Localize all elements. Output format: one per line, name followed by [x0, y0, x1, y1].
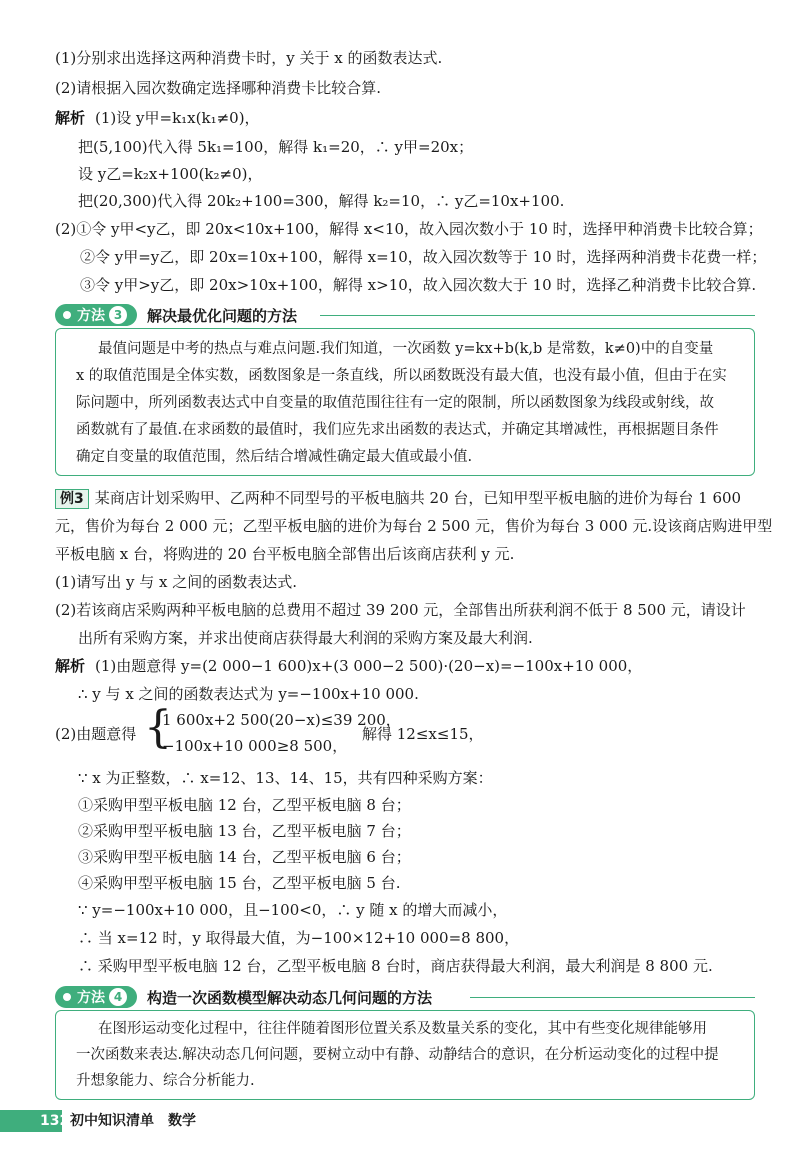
- plan-item: ②采购甲型平板电脑 13 台，乙型平板电脑 7 台；: [78, 822, 411, 840]
- example-question: (1)请写出 y 与 x 之间的函数表达式.: [55, 573, 298, 591]
- answer-line: ∵ x 为正整数，∴ x=12、13、14、15，共有四种采购方案：: [78, 769, 493, 787]
- answer-line: [55, 656, 642, 676]
- system-result: 解得 12≤x≤15，: [362, 725, 484, 743]
- divider: [470, 997, 755, 998]
- method-3-title: 解决最优化问题的方法: [147, 306, 298, 325]
- method-3-pill: [55, 304, 137, 326]
- example-question: 出所有采购方案，并求出使商店获得最大利润的采购方案及最大利润.: [78, 629, 533, 647]
- solution-line: 把(20,300)代入得 20k₂+100=300，解得 k₂=10，∴ y乙=10x+100.: [78, 192, 565, 210]
- answer-line: ∴ 当 x=12 时，y 取得最大值，为−100×12+10 000=8 800，: [78, 929, 520, 947]
- dot-icon: [63, 311, 71, 319]
- answer-line: ∴ y 与 x 之间的函数表达式为 y=−100x+10 000.: [78, 685, 419, 703]
- method-4-pill: [55, 986, 137, 1008]
- example-3-line: [55, 488, 741, 509]
- jiexi-label: 解析: [55, 109, 86, 127]
- method-label: 方法: [77, 990, 105, 1006]
- method-3-text: 确定自变量的取值范围，然后结合增减性确定最大值或最小值.: [76, 449, 473, 465]
- example-question: (2)若该商店采购两种平板电脑的总费用不超过 39 200 元，全部售出所获利润不低于 8 500 元，请设计: [55, 601, 746, 619]
- method-4-title: 构造一次函数模型解决动态几何问题的方法: [147, 988, 433, 1007]
- jiexi-label: 解析: [55, 657, 86, 675]
- solution-text: (1)设 y甲=k₁x(k₁≠0)，: [95, 109, 260, 127]
- method-label: 方法: [77, 308, 105, 324]
- method-4-text: 一次函数来表达.解决动态几何问题，要树立动中有静、动静结合的意识，在分析运动变化的过程中提: [76, 1047, 719, 1063]
- example-tag: 例3: [55, 489, 89, 509]
- solution-line: [55, 108, 260, 128]
- plan-item: ③采购甲型平板电脑 14 台，乙型平板电脑 6 台；: [78, 848, 411, 866]
- method-4-text: 在图形运动变化过程中，往往伴随着图形位置关系及数量关系的变化，其中有些变化规律能够用: [98, 1021, 707, 1037]
- inequality-1: 1 600x+2 500(20−x)≤39 200，: [162, 711, 401, 729]
- example-text: 平板电脑 x 台，将购进的 20 台平板电脑全部售出后该商店获利 y 元.: [55, 545, 515, 563]
- method-3-box: [55, 328, 755, 476]
- subject-label: 数学: [168, 1113, 196, 1129]
- book-title: 初中知识清单: [70, 1113, 154, 1129]
- plan-item: ④采购甲型平板电脑 15 台，乙型平板电脑 5 台.: [78, 874, 401, 892]
- method-number: 4: [109, 988, 127, 1006]
- method-3-text: 际问题中，所列函数表达式中自变量的取值范围往往有一定的限制，所以函数图象为线段或射线，故: [76, 395, 714, 411]
- method-3-header: [55, 303, 297, 327]
- answer-text: (1)由题意得 y=(2 000−1 600)x+(3 000−2 500)·(20−x)=−100x+10 000，: [95, 657, 643, 675]
- method-4-header: [55, 985, 432, 1009]
- solution-line: (2)①令 y甲<y乙，即 20x<10x+100，解得 x<10，故入园次数小于 10 时，选择甲种消费卡比较合算；: [55, 220, 763, 238]
- method-3-text: 最值问题是中考的热点与难点问题.我们知道，一次函数 y=kx+b(k,b 是常数，k≠0)中的自变量: [98, 341, 714, 357]
- plan-item: ①采购甲型平板电脑 12 台，乙型平板电脑 8 台；: [78, 796, 411, 814]
- answer-line: ∵ y=−100x+10 000，且−100<0，∴ y 随 x 的增大而减小，: [78, 901, 508, 919]
- solution-line: ③令 y甲>y乙，即 20x>10x+100，解得 x>10，故入园次数大于 10 时，选择乙种消费卡比较合算.: [80, 276, 757, 294]
- solution-line: 把(5,100)代入得 5k₁=100，解得 k₁=20，∴ y甲=20x；: [78, 138, 474, 156]
- method-number: 3: [109, 306, 127, 324]
- page-number: 132: [40, 1113, 70, 1129]
- example-text: 某商店计划采购甲、乙两种不同型号的平板电脑共 20 台，已知甲型平板电脑的进价为每台 1 600: [94, 489, 742, 507]
- solution-line: ②令 y甲=y乙，即 20x=10x+100，解得 x=10，故入园次数等于 10 时，选择两种消费卡花费一样；: [80, 248, 767, 266]
- footer-title: [70, 1110, 196, 1132]
- solution-line: 设 y乙=k₂x+100(k₂≠0)，: [78, 165, 263, 183]
- inequality-2: −100x+10 000≥8 500，: [162, 737, 348, 755]
- dot-icon: [63, 993, 71, 1001]
- method-3-text: x 的取值范围是全体实数，函数图象是一条直线，所以函数既没有最大值，也没有最小值，但由于在实: [76, 368, 727, 384]
- divider: [320, 315, 755, 316]
- question-1: (1)分别求出选择这两种消费卡时，y 关于 x 的函数表达式.: [55, 49, 443, 67]
- method-4-text: 升想象能力、综合分析能力.: [76, 1073, 255, 1089]
- question-2: (2)请根据入园次数确定选择哪种消费卡比较合算.: [55, 79, 382, 97]
- answer-line: ∴ 采购甲型平板电脑 12 台，乙型平板电脑 8 台时，商店获得最大利润，最大利润是 8 800 元.: [78, 957, 713, 975]
- example-text: 元，售价为每台 2 000 元；乙型平板电脑的进价为每台 2 500 元，售价为每台 3 000 元.设该商店购进甲型: [55, 517, 773, 535]
- method-3-text: 函数就有了最值.在求函数的最值时，我们应先求出函数的表达式，并确定其增减性，再根据题目条件: [76, 422, 719, 438]
- system-prefix: (2)由题意得: [55, 725, 137, 743]
- left-brace-icon: {: [144, 702, 172, 753]
- method-4-box: [55, 1010, 755, 1100]
